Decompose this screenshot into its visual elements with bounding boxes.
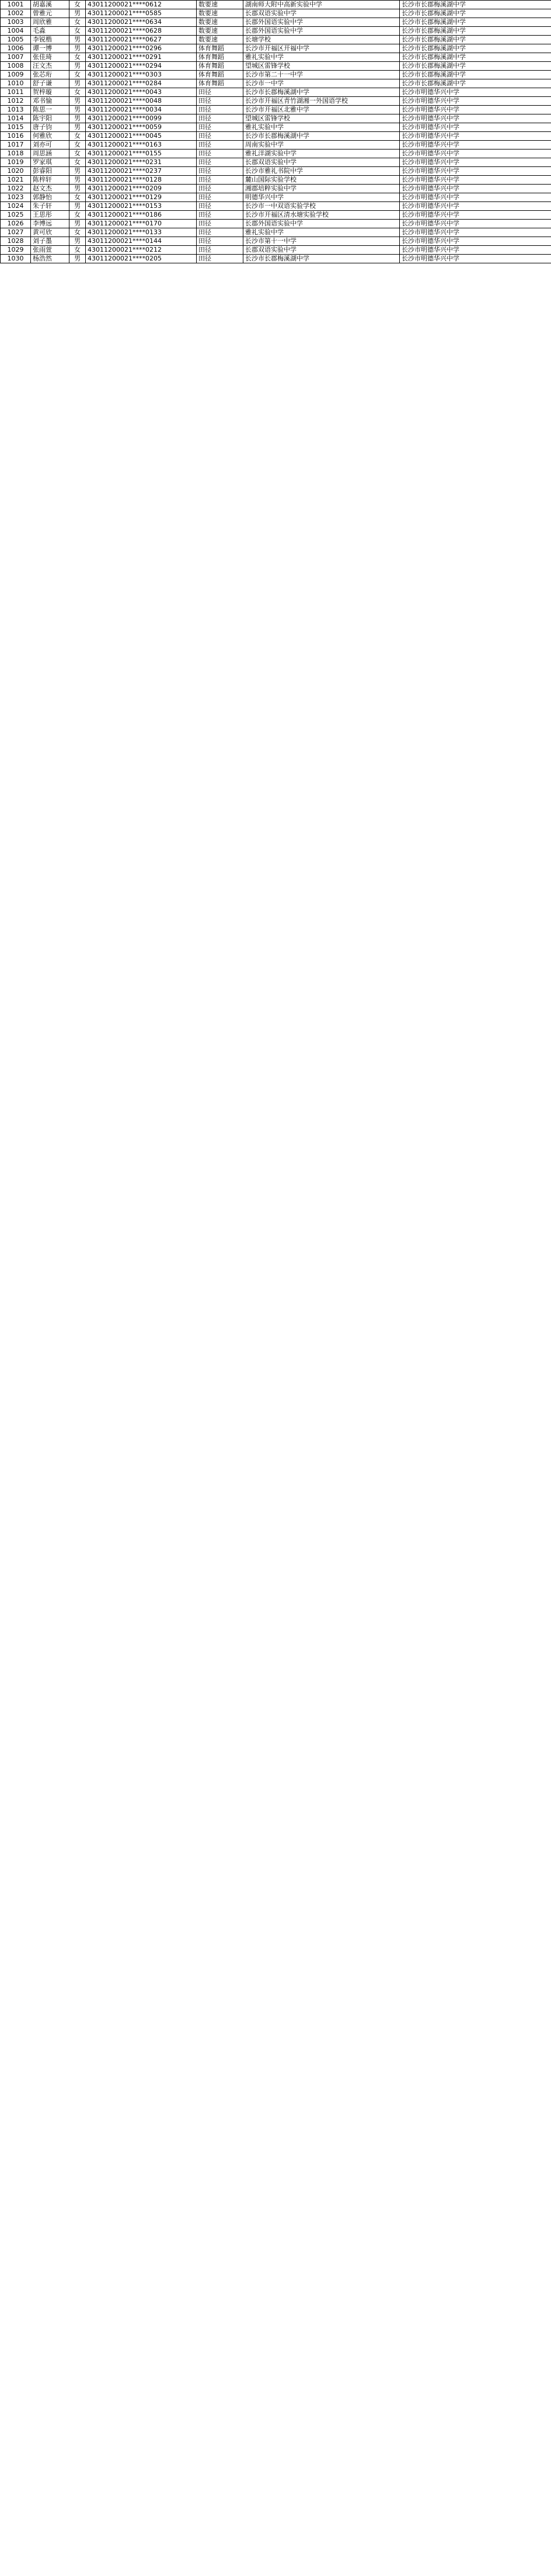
- sport-item-cell: 田径: [197, 150, 243, 158]
- student-name-cell: 张芯珩: [31, 71, 69, 79]
- sport-item-cell: 田径: [197, 167, 243, 176]
- sport-item-cell: 田径: [197, 193, 243, 202]
- row-number-cell: 1002: [1, 9, 31, 18]
- table-row: [1, 220, 551, 228]
- gender-cell: 男: [69, 79, 86, 88]
- row-number-cell: 1006: [1, 44, 31, 53]
- admitted-school-cell: 长沙市明德华兴中学: [400, 193, 551, 202]
- gender-cell: 女: [69, 132, 86, 141]
- table-row: [1, 114, 551, 123]
- student-name-cell: 汪文杰: [31, 62, 69, 71]
- id-number-cell: 43011200021****0237: [86, 167, 197, 176]
- id-number-cell: 43011200021****0209: [86, 185, 197, 193]
- row-number-cell: 1017: [1, 141, 31, 150]
- table-row: [1, 53, 551, 62]
- admitted-school-cell: 长沙市明德华兴中学: [400, 141, 551, 150]
- gender-cell: 男: [69, 36, 86, 44]
- row-number-cell: 1030: [1, 255, 31, 263]
- sport-item-cell: 体育舞蹈: [197, 53, 243, 62]
- graduate-school-cell: 长沙市开福区开福中学: [243, 44, 400, 53]
- graduate-school-cell: 长郡外国语实验中学: [243, 220, 400, 228]
- gender-cell: 男: [69, 123, 86, 132]
- graduate-school-cell: 明德华兴中学: [243, 193, 400, 202]
- admitted-school-cell: 长沙市长郡梅溪湖中学: [400, 27, 551, 36]
- student-name-cell: 罗家琪: [31, 158, 69, 167]
- row-number-cell: 1020: [1, 167, 31, 176]
- row-number-cell: 1018: [1, 150, 31, 158]
- gender-cell: 女: [69, 193, 86, 202]
- id-number-cell: 43011200021****0627: [86, 36, 197, 44]
- table-row: [1, 106, 551, 114]
- row-number-cell: 1014: [1, 114, 31, 123]
- admitted-school-cell: 长沙市明德华兴中学: [400, 237, 551, 246]
- table-row: [1, 71, 551, 79]
- row-number-cell: 1015: [1, 123, 31, 132]
- graduate-school-cell: 长沙市长郡梅溪湖中学: [243, 255, 400, 263]
- admitted-school-cell: 长沙市明德华兴中学: [400, 97, 551, 106]
- graduate-school-cell: 长郡外国语实验中学: [243, 18, 400, 27]
- graduate-school-cell: 麓山国际实验学校: [243, 176, 400, 185]
- table-row: [1, 167, 551, 176]
- gender-cell: 男: [69, 114, 86, 123]
- admitted-school-cell: 长沙市明德华兴中学: [400, 106, 551, 114]
- sport-item-cell: 田径: [197, 88, 243, 97]
- gender-cell: 女: [69, 1, 86, 9]
- admitted-school-cell: 长沙市明德华兴中学: [400, 211, 551, 220]
- id-number-cell: 43011200021****0303: [86, 71, 197, 79]
- id-number-cell: 43011200021****0585: [86, 9, 197, 18]
- student-name-cell: 周欣雅: [31, 18, 69, 27]
- student-name-cell: 曾雅元: [31, 9, 69, 18]
- admitted-school-cell: 长沙市长郡梅溪湖中学: [400, 1, 551, 9]
- graduate-school-cell: 长沙市第十一中学: [243, 237, 400, 246]
- table-row: [1, 176, 551, 185]
- id-number-cell: 43011200021****0231: [86, 158, 197, 167]
- student-name-cell: 谭一博: [31, 44, 69, 53]
- table-row: [1, 185, 551, 193]
- gender-cell: 女: [69, 18, 86, 27]
- student-name-cell: 刘子墨: [31, 237, 69, 246]
- admitted-school-cell: 长沙市明德华兴中学: [400, 185, 551, 193]
- gender-cell: 男: [69, 106, 86, 114]
- id-number-cell: 43011200021****0186: [86, 211, 197, 220]
- graduate-school-cell: 湘郡培粹实验中学: [243, 185, 400, 193]
- sport-item-cell: 田径: [197, 123, 243, 132]
- sport-item-cell: 体育舞蹈: [197, 62, 243, 71]
- gender-cell: 女: [69, 71, 86, 79]
- student-name-cell: 彭睿阳: [31, 167, 69, 176]
- student-name-cell: 贺梓璇: [31, 88, 69, 97]
- table-row: [1, 62, 551, 71]
- id-number-cell: 43011200021****0163: [86, 141, 197, 150]
- row-number-cell: 1003: [1, 18, 31, 27]
- graduate-school-cell: 长郡双语实验中学: [243, 158, 400, 167]
- row-number-cell: 1025: [1, 211, 31, 220]
- id-number-cell: 43011200021****0043: [86, 88, 197, 97]
- admitted-school-cell: 长沙市明德华兴中学: [400, 123, 551, 132]
- row-number-cell: 1023: [1, 193, 31, 202]
- sport-item-cell: 田径: [197, 141, 243, 150]
- sport-item-cell: 体育舞蹈: [197, 79, 243, 88]
- graduate-school-cell: 长塘学校: [243, 36, 400, 44]
- gender-cell: 女: [69, 150, 86, 158]
- id-number-cell: 43011200021****0048: [86, 97, 197, 106]
- id-number-cell: 43011200021****0133: [86, 228, 197, 237]
- admitted-school-cell: 长沙市长郡梅溪湖中学: [400, 62, 551, 71]
- gender-cell: 女: [69, 27, 86, 36]
- table-row: [1, 246, 551, 255]
- admitted-school-cell: 长沙市长郡梅溪湖中学: [400, 9, 551, 18]
- sport-item-cell: 数要速: [197, 18, 243, 27]
- table-row: [1, 237, 551, 246]
- row-number-cell: 1013: [1, 106, 31, 114]
- admitted-school-cell: 长沙市明德华兴中学: [400, 246, 551, 255]
- student-name-cell: 毛淼: [31, 27, 69, 36]
- id-number-cell: 43011200021****0034: [86, 106, 197, 114]
- row-number-cell: 1005: [1, 36, 31, 44]
- student-name-cell: 邓书愉: [31, 97, 69, 106]
- row-number-cell: 1027: [1, 228, 31, 237]
- student-name-cell: 郭静怡: [31, 193, 69, 202]
- student-name-cell: 李博远: [31, 220, 69, 228]
- graduate-school-cell: 长沙市第二十一中学: [243, 71, 400, 79]
- student-name-cell: 周思涵: [31, 150, 69, 158]
- student-name-cell: 陈梓轩: [31, 176, 69, 185]
- row-number-cell: 1028: [1, 237, 31, 246]
- student-name-cell: 唐子钧: [31, 123, 69, 132]
- sport-item-cell: 田径: [197, 106, 243, 114]
- id-number-cell: 43011200021****0144: [86, 237, 197, 246]
- sport-item-cell: 田径: [197, 176, 243, 185]
- id-number-cell: 43011200021****0212: [86, 246, 197, 255]
- student-name-cell: 胡嘉溪: [31, 1, 69, 9]
- id-number-cell: 43011200021****0294: [86, 62, 197, 71]
- row-number-cell: 1007: [1, 53, 31, 62]
- table-row: [1, 97, 551, 106]
- graduate-school-cell: 长郡双语实验中学: [243, 9, 400, 18]
- table-row: [1, 9, 551, 18]
- table-row: [1, 202, 551, 211]
- table-row: [1, 79, 551, 88]
- table-row: [1, 132, 551, 141]
- sport-item-cell: 田径: [197, 255, 243, 263]
- sport-item-cell: 田径: [197, 211, 243, 220]
- admitted-school-cell: 长沙市长郡梅溪湖中学: [400, 79, 551, 88]
- sport-item-cell: 田径: [197, 220, 243, 228]
- admission-list-body: [1, 1, 551, 263]
- table-row: [1, 158, 551, 167]
- table-row: [1, 18, 551, 27]
- student-name-cell: 张雨萱: [31, 246, 69, 255]
- admitted-school-cell: 长沙市长郡梅溪湖中学: [400, 71, 551, 79]
- row-number-cell: 1016: [1, 132, 31, 141]
- row-number-cell: 1029: [1, 246, 31, 255]
- id-number-cell: 43011200021****0045: [86, 132, 197, 141]
- id-number-cell: 43011200021****0059: [86, 123, 197, 132]
- row-number-cell: 1022: [1, 185, 31, 193]
- id-number-cell: 43011200021****0634: [86, 18, 197, 27]
- graduate-school-cell: 长沙市开福区青竹湖湘一外国语学校: [243, 97, 400, 106]
- admitted-school-cell: 长沙市明德华兴中学: [400, 114, 551, 123]
- admitted-school-cell: 长沙市明德华兴中学: [400, 132, 551, 141]
- admitted-school-cell: 长沙市明德华兴中学: [400, 158, 551, 167]
- sport-item-cell: 体育舞蹈: [197, 44, 243, 53]
- id-number-cell: 43011200021****0291: [86, 53, 197, 62]
- gender-cell: 女: [69, 228, 86, 237]
- gender-cell: 女: [69, 158, 86, 167]
- student-name-cell: 朱子轩: [31, 202, 69, 211]
- admitted-school-cell: 长沙市长郡梅溪湖中学: [400, 18, 551, 27]
- table-row: [1, 27, 551, 36]
- id-number-cell: 43011200021****0128: [86, 176, 197, 185]
- student-name-cell: 李锐楷: [31, 36, 69, 44]
- id-number-cell: 43011200021****0129: [86, 193, 197, 202]
- admitted-school-cell: 长沙市明德华兴中学: [400, 228, 551, 237]
- graduate-school-cell: 望城区雷锋学校: [243, 114, 400, 123]
- admitted-school-cell: 长沙市明德华兴中学: [400, 150, 551, 158]
- student-name-cell: 陈宇阳: [31, 114, 69, 123]
- gender-cell: 男: [69, 220, 86, 228]
- graduate-school-cell: 长沙市长郡梅溪湖中学: [243, 132, 400, 141]
- admitted-school-cell: 长沙市明德华兴中学: [400, 255, 551, 263]
- id-number-cell: 43011200021****0170: [86, 220, 197, 228]
- graduate-school-cell: 长郡双语实验中学: [243, 246, 400, 255]
- student-name-cell: 赵文杰: [31, 185, 69, 193]
- table-row: [1, 150, 551, 158]
- gender-cell: 男: [69, 62, 86, 71]
- row-number-cell: 1001: [1, 1, 31, 9]
- gender-cell: 男: [69, 237, 86, 246]
- student-name-cell: 黄可欣: [31, 228, 69, 237]
- gender-cell: 女: [69, 88, 86, 97]
- row-number-cell: 1010: [1, 79, 31, 88]
- id-number-cell: 43011200021****0284: [86, 79, 197, 88]
- table-row: [1, 255, 551, 263]
- graduate-school-cell: 长郡外国语实验中学: [243, 27, 400, 36]
- sport-item-cell: 数要速: [197, 27, 243, 36]
- gender-cell: 女: [69, 53, 86, 62]
- sport-item-cell: 田径: [197, 202, 243, 211]
- sport-item-cell: 体育舞蹈: [197, 71, 243, 79]
- student-name-cell: 舒子谦: [31, 79, 69, 88]
- graduate-school-cell: 雅礼洋湖实验中学: [243, 150, 400, 158]
- graduate-school-cell: 长沙市长郡梅溪湖中学: [243, 88, 400, 97]
- sport-item-cell: 田径: [197, 114, 243, 123]
- sport-item-cell: 数要速: [197, 1, 243, 9]
- id-number-cell: 43011200021****0205: [86, 255, 197, 263]
- table-row: [1, 1, 551, 9]
- table-row: [1, 123, 551, 132]
- graduate-school-cell: 长沙市一中学: [243, 79, 400, 88]
- gender-cell: 男: [69, 176, 86, 185]
- admitted-school-cell: 长沙市长郡梅溪湖中学: [400, 53, 551, 62]
- gender-cell: 男: [69, 255, 86, 263]
- gender-cell: 男: [69, 167, 86, 176]
- student-name-cell: 王思彤: [31, 211, 69, 220]
- table-row: [1, 141, 551, 150]
- graduate-school-cell: 雅礼实验中学: [243, 228, 400, 237]
- id-number-cell: 43011200021****0153: [86, 202, 197, 211]
- graduate-school-cell: 长沙市雅礼书院中学: [243, 167, 400, 176]
- graduate-school-cell: 雅礼实验中学: [243, 53, 400, 62]
- admission-list-table: [0, 0, 551, 263]
- admitted-school-cell: 长沙市明德华兴中学: [400, 88, 551, 97]
- row-number-cell: 1012: [1, 97, 31, 106]
- student-name-cell: 刘亦可: [31, 141, 69, 150]
- admitted-school-cell: 长沙市长郡梅溪湖中学: [400, 44, 551, 53]
- row-number-cell: 1019: [1, 158, 31, 167]
- sport-item-cell: 田径: [197, 237, 243, 246]
- sport-item-cell: 田径: [197, 132, 243, 141]
- admitted-school-cell: 长沙市明德华兴中学: [400, 167, 551, 176]
- admitted-school-cell: 长沙市明德华兴中学: [400, 176, 551, 185]
- table-row: [1, 44, 551, 53]
- graduate-school-cell: 长沙市一中双语实验学校: [243, 202, 400, 211]
- student-name-cell: 张佳琦: [31, 53, 69, 62]
- admitted-school-cell: 长沙市明德华兴中学: [400, 202, 551, 211]
- id-number-cell: 43011200021****0099: [86, 114, 197, 123]
- gender-cell: 男: [69, 97, 86, 106]
- graduate-school-cell: 雅礼实验中学: [243, 123, 400, 132]
- student-name-cell: 何雅欣: [31, 132, 69, 141]
- row-number-cell: 1004: [1, 27, 31, 36]
- row-number-cell: 1011: [1, 88, 31, 97]
- table-row: [1, 211, 551, 220]
- id-number-cell: 43011200021****0155: [86, 150, 197, 158]
- student-name-cell: 杨浩然: [31, 255, 69, 263]
- gender-cell: 男: [69, 185, 86, 193]
- admitted-school-cell: 长沙市明德华兴中学: [400, 220, 551, 228]
- gender-cell: 男: [69, 9, 86, 18]
- graduate-school-cell: 望城区雷锋学校: [243, 62, 400, 71]
- admitted-school-cell: 长沙市长郡梅溪湖中学: [400, 36, 551, 44]
- id-number-cell: 43011200021****0628: [86, 27, 197, 36]
- table-row: [1, 228, 551, 237]
- graduate-school-cell: 长沙市开福区北雅中学: [243, 106, 400, 114]
- graduate-school-cell: 长沙市开福区清水塘实验学校: [243, 211, 400, 220]
- gender-cell: 女: [69, 211, 86, 220]
- gender-cell: 女: [69, 246, 86, 255]
- id-number-cell: 43011200021****0296: [86, 44, 197, 53]
- sport-item-cell: 田径: [197, 158, 243, 167]
- row-number-cell: 1026: [1, 220, 31, 228]
- graduate-school-cell: 湖南师大附中高新实验中学: [243, 1, 400, 9]
- gender-cell: 男: [69, 44, 86, 53]
- graduate-school-cell: 周南实验中学: [243, 141, 400, 150]
- row-number-cell: 1008: [1, 62, 31, 71]
- sport-item-cell: 田径: [197, 246, 243, 255]
- sport-item-cell: 田径: [197, 228, 243, 237]
- row-number-cell: 1021: [1, 176, 31, 185]
- row-number-cell: 1009: [1, 71, 31, 79]
- gender-cell: 男: [69, 202, 86, 211]
- table-row: [1, 88, 551, 97]
- student-name-cell: 陈思一: [31, 106, 69, 114]
- sport-item-cell: 数要速: [197, 9, 243, 18]
- sport-item-cell: 田径: [197, 185, 243, 193]
- table-row: [1, 193, 551, 202]
- id-number-cell: 43011200021****0612: [86, 1, 197, 9]
- sport-item-cell: 数要速: [197, 36, 243, 44]
- sport-item-cell: 田径: [197, 97, 243, 106]
- table-row: [1, 36, 551, 44]
- row-number-cell: 1024: [1, 202, 31, 211]
- gender-cell: 女: [69, 141, 86, 150]
